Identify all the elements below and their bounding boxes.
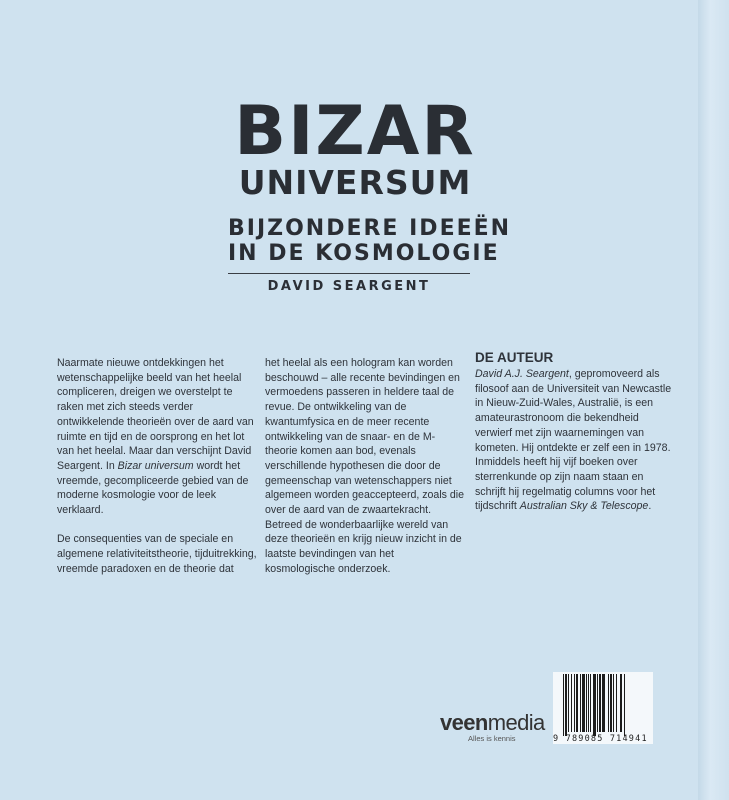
blurb-paragraph-3: het heelal als een hologram kan worden beschouwd – alle recente bevindingen en vermoedens passeren in heldere taal de revue. De ontwikkeling van de kwantumfysica en de meer recente ontwikkeling van de snaar- en de M-theorie komen aan bod, evenals verschillende hypothesen die door de gemeenschap van wetenschappers niet algemeen worden geaccepteerd, zoals die over de aard van de zwaartekracht. Betreed de wonderbaarlijke wereld van deze theorieën en krijg nieuw inzicht in de laatste bevindingen van het kosmologische onderzoek. xyxy=(265,357,465,575)
subtitle-line2: IN DE KOSMOLOGIE xyxy=(228,241,500,266)
blurb-text: Naarmate nieuwe ontdekkingen het wetenschappelijke beeld van het heelal compliceren, dreigen we overstelpt te raken met zich steeds verder ontwikkelende theorieën over de aard van ruimte en tijd en de oorsprong en het lot van het heelal. Maar dan verschijnt David Seargent. In xyxy=(57,357,254,472)
isbn-barcode xyxy=(553,672,653,744)
subtitle-line1: BIJZONDERE IDEEËN xyxy=(228,216,512,241)
about-text: . xyxy=(648,500,652,513)
publisher-logo xyxy=(440,710,545,743)
blurb-paragraph-2: De consequenties van de speciale en algemene relativiteitstheorie, tijduitrekking, vreemde paradoxen en de theorie dat xyxy=(57,533,257,575)
logo-bold: veen xyxy=(440,710,488,735)
blurb-text: wordt het vreemde, gecompliceerde gebied van de moderne kosmologie voor de leek verklaard. xyxy=(57,459,249,517)
divider-rule xyxy=(228,273,470,274)
book-title-line2: UNIVERSUM xyxy=(238,163,472,202)
publisher-tagline: Alles is kennis xyxy=(468,734,516,743)
blurb-column-2 xyxy=(265,356,465,591)
isbn-number: 9 789085 714941 xyxy=(553,734,648,744)
logo-regular: media xyxy=(487,710,545,735)
magazine-name: Australian Sky & Telescope xyxy=(519,500,649,513)
about-author-heading: DE AUTEUR xyxy=(475,350,554,365)
author-name: DAVID SEARGENT xyxy=(267,279,431,294)
about-author-text xyxy=(475,367,675,514)
author-full-name: David A.J. Seargent xyxy=(475,368,569,380)
about-text: , gepromoveerd als filosoof aan de Universiteit van Newcastle in Nieuw-Zuid-Wales, Australië, is een amateurastronoom die bekendheid verwierf met zijn waarnemingen van kometen. Hij ontdekte er zelf een in 1978. Inmiddels heeft hij vijf boeken over sterrenkunde op zijn naam staan en schrijft hij regelmatig columns voor het tijdschrift xyxy=(475,368,672,513)
blurb-column-1 xyxy=(57,356,257,591)
about-author-column xyxy=(475,350,675,529)
book-title: BIZAR xyxy=(234,92,476,171)
book-title-reference: Bizar universum xyxy=(117,459,194,472)
barcode-gap xyxy=(625,674,626,736)
blurb-paragraph-1 xyxy=(57,356,257,518)
barcode-bars xyxy=(563,674,651,734)
